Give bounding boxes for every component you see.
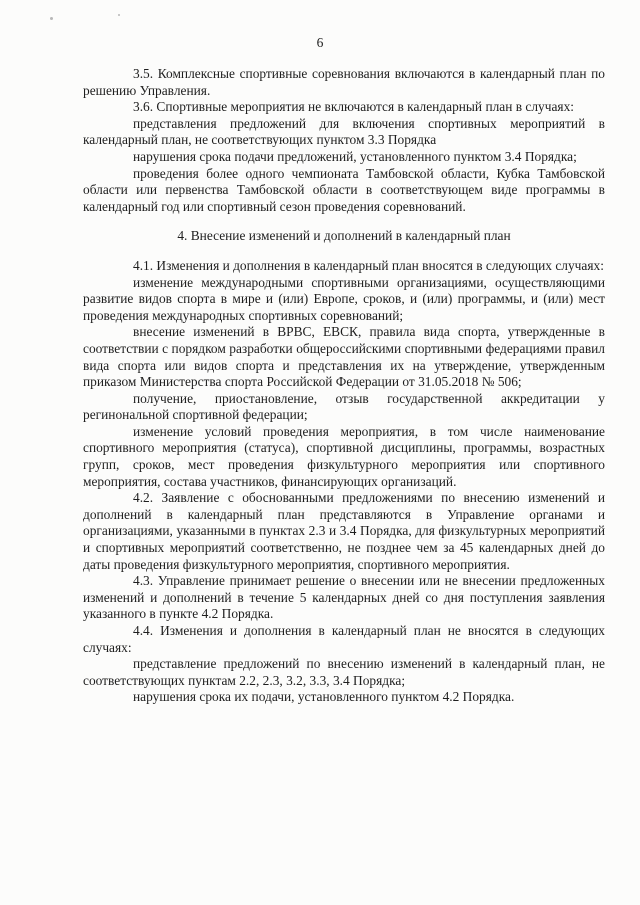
paragraph-4-1-item-3: получение, приостановление, отзыв государственной аккредитации у регинональной спортивной федерации;: [83, 390, 605, 423]
document-body: [83, 66, 605, 706]
paragraph-4-4-item-2: нарушения срока их подачи, установленного пунктом 4.2 Порядка.: [133, 689, 515, 705]
section-4-heading: 4. Внесение изменений и дополнений в календарный план: [177, 228, 511, 244]
paragraph-4-1-item-4: изменение условий проведения мероприятия, в том числе наименование спортивного мероприятия (статуса), спортивной дисциплины, программы, возрастных групп, сроков, мест проведения физкультурного мероприятия или спортивного мероприятия, состава участников, финансирующих организаций.: [83, 423, 605, 489]
paragraph-4-1-item-1: изменение международными спортивными организациями, осуществляющими развитие видов спорта в мире и (или) Европе, сроков, и (или) программы, и (или) мест проведения международных спортивных соревнований;: [83, 274, 605, 323]
paragraph-3-6-item-2: нарушения срока подачи предложений, установленного пунктом 3.4 Порядка;: [133, 148, 577, 164]
paragraph-4-3: 4.3. Управление принимает решение о внесении или не внесении предложенных изменений и дополнений в течение 5 календарных дней со дня поступления заявления указанного в пункте 4.2 Порядка.: [83, 573, 605, 622]
scan-speck: [50, 17, 53, 20]
paragraph-3-6-item-1: представления предложений для включения спортивных мероприятий в календарный план, не соответствующих пунктом 3.3 Порядка: [83, 115, 605, 148]
paragraph-3-5: 3.5. Комплексные спортивные соревнования включаются в календарный план по решению Управления.: [83, 66, 605, 98]
page-number: 6: [316, 35, 324, 50]
paragraph-4-4: 4.4. Изменения и дополнения в календарный план не вносятся в следующих случаях:: [83, 623, 605, 655]
paragraph-4-1-item-2: внесение изменений в ВРВС, ЕВСК, правила вида спорта, утвержденные в соответствии с порядком разработки общероссийскими спортивными федерациями правил вида спорта или видов спорта и представления их на утверждение, утвержденным приказом Министерства спорта Российской Федерации от 31.05.2018 № 506;: [83, 324, 605, 390]
paragraph-3-6: 3.6. Спортивные мероприятия не включаются в календарный план в случаях:: [133, 99, 574, 115]
paragraph-4-2: 4.2. Заявление с обоснованными предложениями по внесению изменений и дополнений в календарный план представляются в Управление органами и организациями, указанными в пунктах 2.3 и 3.4 Порядка, для физкультурных мероприятий и спортивных мероприятий соответственно, не позднее чем за 45 календарных дней до даты проведения физкультурного мероприятия, спортивного мероприятия.: [83, 490, 605, 572]
paragraph-4-4-item-1: представление предложений по внесению изменений в календарный план, не соответствующих пунктам 2.2, 2.3, 3.2, 3.3, 3.4 Порядка;: [83, 656, 605, 688]
paragraph-3-6-item-3: проведения более одного чемпионата Тамбовской области, Кубка Тамбовской области или первенства Тамбовской области в соответствующем виде программы в календарный год или спортивный сезон проведения соревнований.: [83, 165, 605, 214]
paragraph-4-1: 4.1. Изменения и дополнения в календарный план вносятся в следующих случаях:: [133, 257, 604, 273]
scan-speck: [118, 14, 120, 16]
